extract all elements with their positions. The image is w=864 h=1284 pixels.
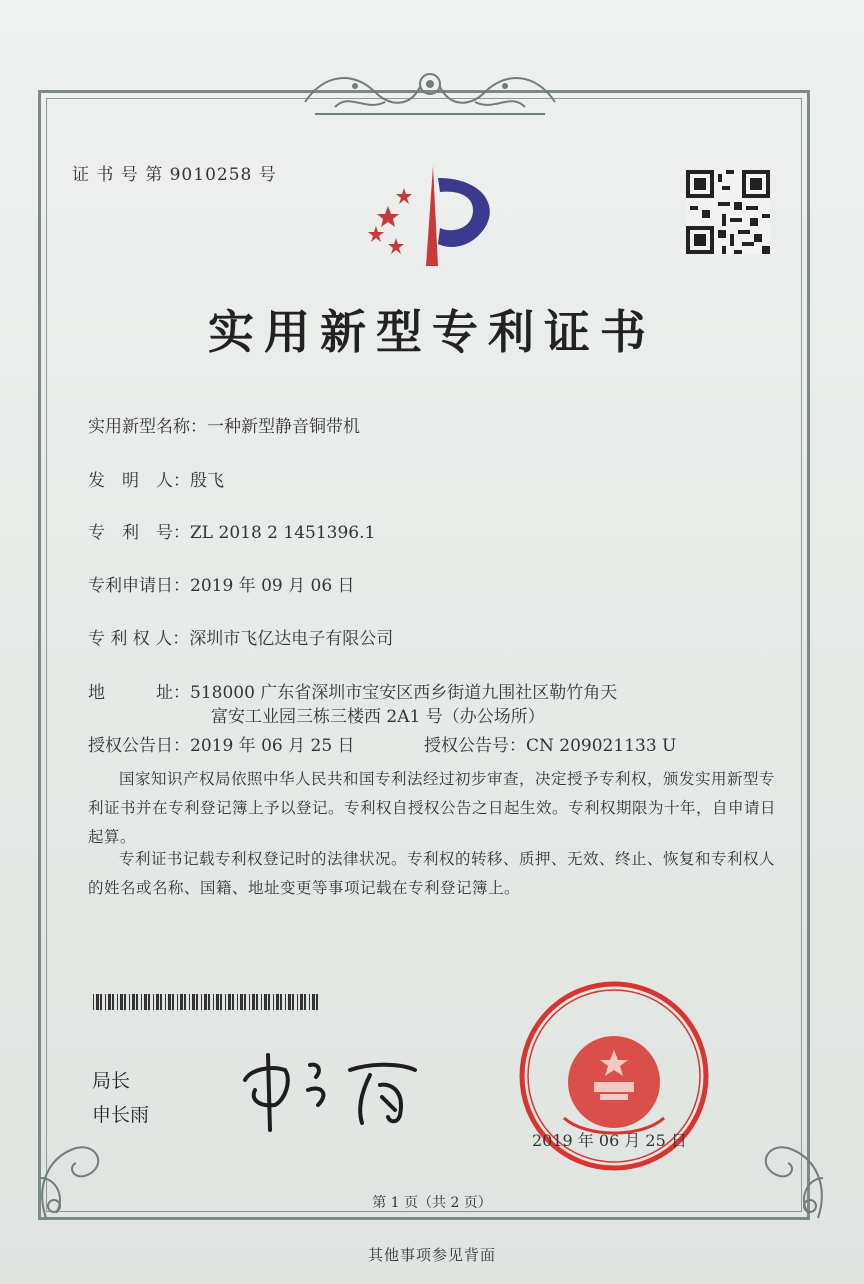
barcode-icon xyxy=(93,994,323,1010)
field-label: 实用新型名称： xyxy=(88,417,207,437)
page-indicator: 第 1 页（共 2 页） xyxy=(372,1195,492,1211)
patent-office-logo-icon xyxy=(358,158,508,270)
field-label: 授权公告号： xyxy=(424,736,526,756)
seal-date: 2019 年 06 月 25 日 xyxy=(532,1131,687,1150)
field-value: 殷飞 xyxy=(190,471,224,491)
field-value: 2019 年 06 月 25 日 xyxy=(190,736,355,756)
footer-note: 其他事项参见背面 xyxy=(367,1246,496,1264)
field-value: ZL 2018 2 1451396.1 xyxy=(190,523,376,543)
address-row xyxy=(88,678,617,703)
signatory-title: 局长 xyxy=(92,1070,131,1092)
grant-date-row xyxy=(88,731,355,756)
statement-paragraph-2: 专利证书记载专利权登记时的法律状况。专利权的转移、质押、无效、终止、恢复和专利权人的姓名或名称、国籍、地址变更等事项记载在专利登记簿上。 xyxy=(88,850,776,897)
filing-date-row xyxy=(88,571,355,596)
signatory-name: 申长雨 xyxy=(92,1104,150,1126)
field-value: 一种新型静音铜带机 xyxy=(207,417,360,437)
field-value: 2019 年 09 月 06 日 xyxy=(190,576,355,596)
patent-number-row xyxy=(88,518,375,543)
field-label: 授权公告日： xyxy=(88,736,190,756)
utility-model-name-row xyxy=(88,412,360,437)
certificate-title: 实用新型专利证书 xyxy=(208,305,656,359)
field-label: 地 址： xyxy=(88,683,190,703)
field-value: 深圳市飞亿达电子有限公司 xyxy=(189,629,394,649)
statement-paragraph-1: 国家知识产权局依照中华人民共和国专利法经过初步审查，决定授予专利权，颁发实用新型专利证书并在专利登记簿上予以登记。专利权自授权公告之日起生效。专利权期限为十年，自申请日起算。 xyxy=(88,770,777,846)
field-value: CN 209021133 U xyxy=(526,736,677,756)
qr-code-icon xyxy=(686,170,770,254)
address-line-2: 富安工业园三栋三楼西 2A1 号（办公场所） xyxy=(211,707,545,727)
field-label: 发 明 人： xyxy=(88,471,190,491)
patentee-row xyxy=(88,624,393,649)
handwritten-signature-icon xyxy=(230,1035,430,1135)
inventor-row xyxy=(88,466,224,491)
field-label: 专 利 号： xyxy=(88,523,190,543)
field-label: 专 利 权 人： xyxy=(88,629,190,649)
certificate-number: 证 书 号 第 9010258 号 xyxy=(72,165,277,185)
field-label: 专利申请日： xyxy=(88,576,190,596)
field-value: 518000 广东省深圳市宝安区西乡街道九围社区勒竹角天 xyxy=(190,683,618,703)
grant-number-row xyxy=(424,731,676,756)
top-ornament-icon xyxy=(295,62,565,122)
